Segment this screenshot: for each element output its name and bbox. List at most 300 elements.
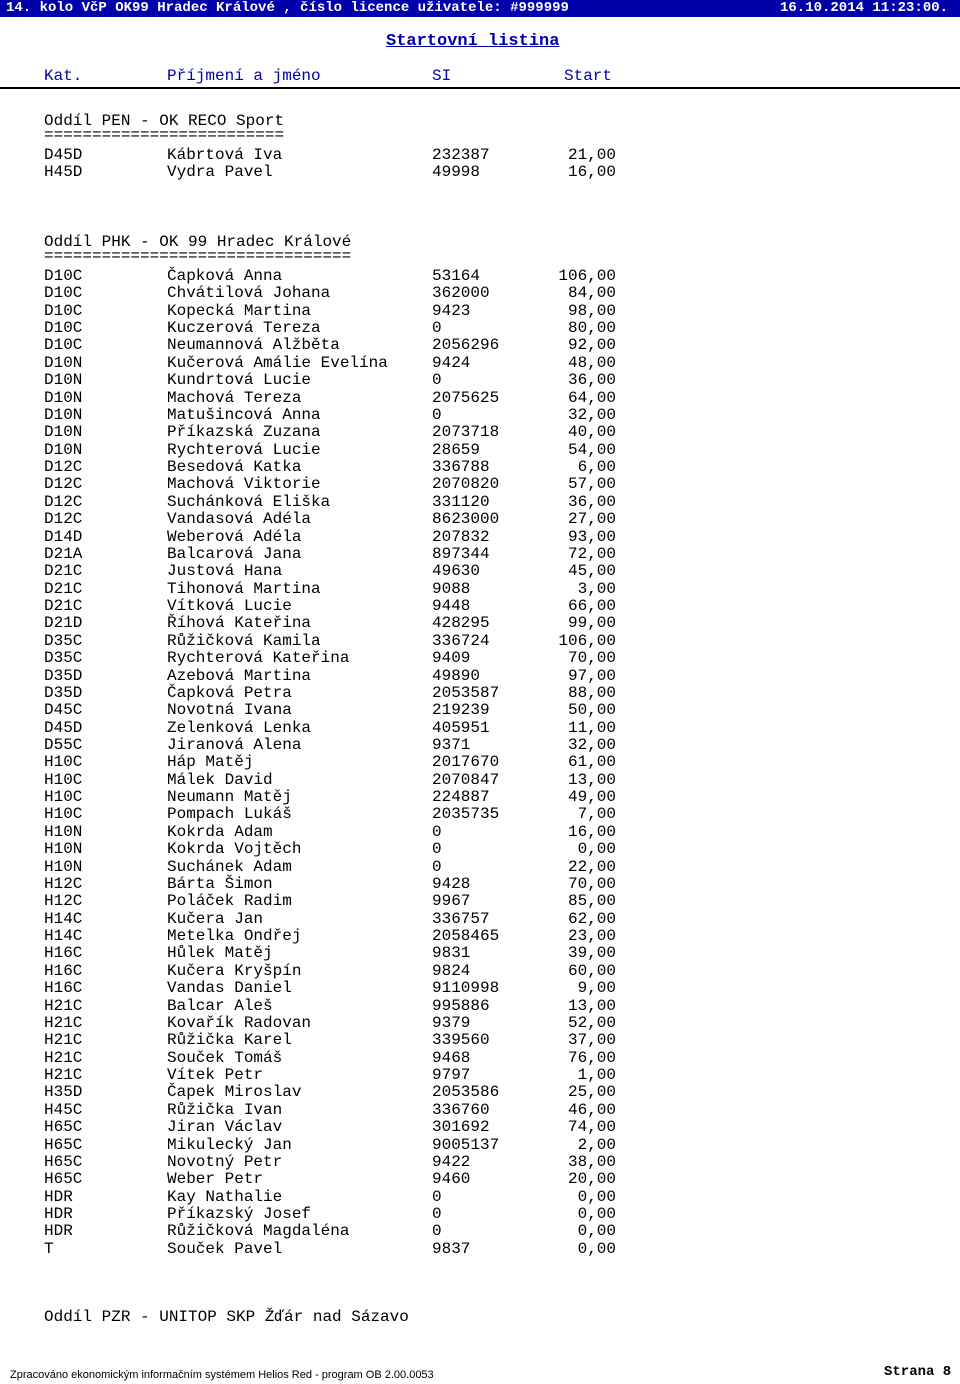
column-si: SI — [432, 67, 452, 85]
table-row — [0, 1240, 960, 1258]
entry-category: D35C — [44, 631, 83, 650]
entry-si-number: 405951 — [432, 718, 490, 737]
print-datetime: 16.10.2014 11:23:00. — [780, 0, 949, 16]
entry-si-number: 9005137 — [432, 1135, 500, 1154]
table-row — [0, 910, 960, 928]
entry-name: Suchánková Eliška — [167, 492, 331, 511]
page-title: Startovní listina — [386, 32, 560, 51]
entry-start-time: 6,00 — [577, 458, 616, 477]
entry-start-time: 20,00 — [567, 1170, 616, 1189]
entry-category: HDR — [44, 1222, 73, 1241]
entry-category: H10N — [44, 840, 83, 859]
entry-category: D21A — [44, 544, 83, 563]
entry-si-number: 0 — [432, 1187, 442, 1206]
table-row — [0, 719, 960, 737]
entry-start-time: 32,00 — [567, 735, 616, 754]
table-row — [0, 1188, 960, 1206]
entry-si-number: 9422 — [432, 1152, 471, 1171]
table-row — [0, 1031, 960, 1049]
entry-start-time: 38,00 — [567, 1152, 616, 1171]
entry-category: H12C — [44, 892, 83, 911]
entry-start-time: 64,00 — [567, 388, 616, 407]
entry-name: Čapková Anna — [167, 267, 283, 285]
entry-si-number: 362000 — [432, 284, 490, 303]
entry-start-time: 106,00 — [558, 631, 616, 650]
entry-si-number: 331120 — [432, 492, 490, 511]
entry-si-number: 28659 — [432, 440, 481, 459]
table-row — [0, 163, 960, 181]
entry-category: H16C — [44, 961, 83, 980]
entry-category: D10N — [44, 353, 83, 372]
entry-si-number: 0 — [432, 1222, 442, 1241]
table-row — [0, 823, 960, 841]
club-heading: Oddíl PZR - UNITOP SKP Žďár nad Sázavo — [44, 1308, 409, 1326]
entry-name: Novotná Ivana — [167, 701, 292, 720]
entry-start-time: 97,00 — [567, 666, 616, 685]
entry-category: D55C — [44, 735, 83, 754]
table-row — [0, 1083, 960, 1101]
entry-name: Čapková Petra — [167, 683, 292, 702]
entry-category: HDR — [44, 1204, 73, 1223]
entry-si-number: 0 — [432, 1204, 442, 1223]
table-row — [0, 406, 960, 424]
entry-si-number: 232387 — [432, 146, 490, 164]
entry-si-number: 49630 — [432, 562, 481, 581]
table-row — [0, 771, 960, 789]
entry-category: H35D — [44, 1083, 83, 1102]
entry-start-time: 72,00 — [567, 544, 616, 563]
entry-si-number: 2053587 — [432, 683, 500, 702]
entry-category: D10N — [44, 371, 83, 390]
entry-si-number: 53164 — [432, 267, 481, 285]
entry-name: Jiran Václav — [167, 1118, 283, 1137]
entry-category: D35D — [44, 683, 83, 702]
entry-name: Mikulecký Jan — [167, 1135, 292, 1154]
table-row — [0, 684, 960, 702]
entry-name: Málek David — [167, 770, 273, 789]
table-row — [0, 736, 960, 754]
entry-si-number: 2058465 — [432, 927, 500, 946]
entry-start-time: 61,00 — [567, 753, 616, 772]
table-row — [0, 528, 960, 546]
table-row — [0, 354, 960, 372]
entry-name: Kopecká Martina — [167, 301, 312, 320]
table-row — [0, 319, 960, 337]
entry-category: H10N — [44, 822, 83, 841]
entry-name: Balcarová Jana — [167, 544, 302, 563]
entry-start-time: 60,00 — [567, 961, 616, 980]
entry-name: Kay Nathalie — [167, 1187, 283, 1206]
entry-start-time: 92,00 — [567, 336, 616, 355]
entry-category: H16C — [44, 979, 83, 998]
entry-start-time: 21,00 — [567, 146, 616, 164]
entry-name: Kundrtová Lucie — [167, 371, 312, 390]
entry-start-time: 0,00 — [577, 1204, 616, 1223]
entry-start-time: 39,00 — [567, 944, 616, 963]
entry-si-number: 9424 — [432, 353, 471, 372]
entry-start-time: 9,00 — [577, 979, 616, 998]
table-row — [0, 962, 960, 980]
entry-category: H16C — [44, 944, 83, 963]
entry-si-number: 9460 — [432, 1170, 471, 1189]
entry-category: D12C — [44, 458, 83, 477]
entry-category: D10C — [44, 319, 83, 338]
entry-name: Souček Tomáš — [167, 1048, 283, 1067]
table-row — [0, 1153, 960, 1171]
club-heading-underline: ================================ — [44, 247, 352, 265]
entry-start-time: 93,00 — [567, 527, 616, 546]
entry-start-time: 36,00 — [567, 492, 616, 511]
entry-si-number: 9088 — [432, 579, 471, 598]
entry-name: Pompach Lukáš — [167, 805, 292, 824]
table-row — [0, 649, 960, 667]
entry-start-time: 0,00 — [577, 1239, 616, 1258]
entry-si-number: 995886 — [432, 996, 490, 1015]
entry-name: Weber Petr — [167, 1170, 264, 1189]
entry-category: HDR — [44, 1187, 73, 1206]
entry-si-number: 2070820 — [432, 475, 500, 494]
entry-start-time: 70,00 — [567, 649, 616, 668]
entry-si-number: 336788 — [432, 458, 490, 477]
table-row — [0, 753, 960, 771]
entry-name: Suchánek Adam — [167, 857, 292, 876]
entry-si-number: 49998 — [432, 163, 481, 182]
entry-name: Čapek Miroslav — [167, 1083, 302, 1102]
entry-name: Jiranová Alena — [167, 735, 302, 754]
entry-start-time: 0,00 — [577, 1187, 616, 1206]
entry-category: H10N — [44, 857, 83, 876]
report-header-bar — [0, 0, 960, 17]
entry-category: D45D — [44, 146, 83, 164]
entry-si-number: 339560 — [432, 1031, 490, 1050]
table-row — [0, 1049, 960, 1067]
entry-category: D12C — [44, 510, 83, 529]
entry-si-number: 2017670 — [432, 753, 500, 772]
entry-si-number: 49890 — [432, 666, 481, 685]
entry-name: Souček Pavel — [167, 1239, 283, 1258]
entry-name: Vandas Daniel — [167, 979, 292, 998]
club-heading-underline: ========================= — [44, 126, 285, 144]
entry-start-time: 74,00 — [567, 1118, 616, 1137]
entry-category: T — [44, 1239, 54, 1258]
table-row — [0, 284, 960, 302]
table-row — [0, 997, 960, 1015]
table-row — [0, 1118, 960, 1136]
entry-category: H14C — [44, 909, 83, 928]
club-heading: Oddíl PHK - OK 99 Hradec Králové — [44, 233, 352, 251]
entry-si-number: 0 — [432, 822, 442, 841]
table-row — [0, 267, 960, 285]
entry-category: D10N — [44, 423, 83, 442]
entry-start-time: 57,00 — [567, 475, 616, 494]
entry-category: H21C — [44, 1013, 83, 1032]
entry-name: Kučera Jan — [167, 909, 264, 928]
entry-si-number: 2070847 — [432, 770, 500, 789]
entry-name: Machová Tereza — [167, 388, 302, 407]
entry-start-time: 23,00 — [567, 927, 616, 946]
entry-name: Růžičková Magdaléna — [167, 1222, 350, 1241]
table-row — [0, 302, 960, 320]
entry-start-time: 0,00 — [577, 840, 616, 859]
entry-si-number: 9831 — [432, 944, 471, 963]
entry-start-time: 46,00 — [567, 1100, 616, 1119]
entry-start-time: 13,00 — [567, 996, 616, 1015]
column-header — [0, 65, 960, 89]
table-row — [0, 667, 960, 685]
entry-si-number: 2035735 — [432, 805, 500, 824]
entry-name: Vítková Lucie — [167, 597, 292, 616]
entry-start-time: 0,00 — [577, 1222, 616, 1241]
table-row — [0, 597, 960, 615]
entry-start-time: 66,00 — [567, 597, 616, 616]
entry-si-number: 336760 — [432, 1100, 490, 1119]
table-row — [0, 475, 960, 493]
entry-si-number: 9448 — [432, 597, 471, 616]
entry-name: Růžičková Kamila — [167, 631, 321, 650]
entry-si-number: 2073718 — [432, 423, 500, 442]
entry-start-time: 70,00 — [567, 874, 616, 893]
entry-start-time: 22,00 — [567, 857, 616, 876]
event-info: 14. kolo VčP OK99 Hradec Králové , číslo licence uživatele: #999999 — [6, 0, 569, 16]
entry-start-time: 88,00 — [567, 683, 616, 702]
entry-start-time: 3,00 — [577, 579, 616, 598]
table-row — [0, 580, 960, 598]
entry-category: H65C — [44, 1135, 83, 1154]
entry-si-number: 8623000 — [432, 510, 500, 529]
entry-category: D35C — [44, 649, 83, 668]
table-row — [0, 336, 960, 354]
entry-start-time: 45,00 — [567, 562, 616, 581]
entry-category: D10C — [44, 267, 83, 285]
entry-name: Rychterová Lucie — [167, 440, 321, 459]
table-row — [0, 979, 960, 997]
entry-name: Růžička Karel — [167, 1031, 292, 1050]
entry-category: D10C — [44, 284, 83, 303]
entry-category: H21C — [44, 1031, 83, 1050]
entry-start-time: 1,00 — [577, 1066, 616, 1085]
table-row — [0, 389, 960, 407]
page-number: Strana 8 — [884, 1364, 952, 1380]
entry-category: H12C — [44, 874, 83, 893]
entry-name: Zelenková Lenka — [167, 718, 312, 737]
entry-si-number: 219239 — [432, 701, 490, 720]
entry-name: Besedová Katka — [167, 458, 302, 477]
entry-name: Balcar Aleš — [167, 996, 273, 1015]
entry-si-number: 336757 — [432, 909, 490, 928]
entry-category: D21C — [44, 562, 83, 581]
entry-category: H65C — [44, 1152, 83, 1171]
table-row — [0, 632, 960, 650]
entry-category: D12C — [44, 475, 83, 494]
entry-si-number: 2075625 — [432, 388, 500, 407]
entry-category: H45C — [44, 1100, 83, 1119]
table-row — [0, 1136, 960, 1154]
entry-start-time: 27,00 — [567, 510, 616, 529]
entry-si-number: 2056296 — [432, 336, 500, 355]
entry-name: Tihonová Martina — [167, 579, 321, 598]
entry-name: Háp Matěj — [167, 753, 254, 772]
entry-name: Bárta Šimon — [167, 874, 273, 893]
entry-start-time: 25,00 — [567, 1083, 616, 1102]
entry-start-time: 7,00 — [577, 805, 616, 824]
footer-system-note: Zpracováno ekonomickým informačním systémem Helios Red - program OB 2.00.0053 — [10, 1369, 434, 1381]
entry-si-number: 9967 — [432, 892, 471, 911]
entry-category: D10N — [44, 440, 83, 459]
entry-start-time: 49,00 — [567, 788, 616, 807]
entry-category: D10N — [44, 405, 83, 424]
entry-category: D21C — [44, 579, 83, 598]
table-row — [0, 614, 960, 632]
entry-si-number: 0 — [432, 371, 442, 390]
column-name: Příjmení a jméno — [167, 67, 321, 85]
table-row — [0, 1066, 960, 1084]
entry-name: Weberová Adéla — [167, 527, 302, 546]
entry-si-number: 0 — [432, 840, 442, 859]
entry-category: D21D — [44, 614, 83, 633]
entry-category: H10C — [44, 753, 83, 772]
table-row — [0, 805, 960, 823]
entry-start-time: 84,00 — [567, 284, 616, 303]
entry-name: Kučera Kryšpín — [167, 961, 302, 980]
entry-category: H21C — [44, 996, 83, 1015]
entry-name: Říhová Kateřina — [167, 614, 312, 633]
table-row — [0, 441, 960, 459]
table-row — [0, 858, 960, 876]
entry-start-time: 76,00 — [567, 1048, 616, 1067]
table-row — [0, 371, 960, 389]
entry-start-time: 37,00 — [567, 1031, 616, 1050]
entry-name: Machová Viktorie — [167, 475, 321, 494]
entry-si-number: 897344 — [432, 544, 490, 563]
entry-start-time: 40,00 — [567, 423, 616, 442]
entry-category: D45C — [44, 701, 83, 720]
entry-start-time: 16,00 — [567, 163, 616, 182]
entry-name: Rychterová Kateřina — [167, 649, 350, 668]
entry-category: H21C — [44, 1048, 83, 1067]
entry-category: D45D — [44, 718, 83, 737]
entry-start-time: 48,00 — [567, 353, 616, 372]
entry-start-time: 52,00 — [567, 1013, 616, 1032]
table-row — [0, 146, 960, 164]
table-row — [0, 701, 960, 719]
entry-category: H65C — [44, 1170, 83, 1189]
entry-name: Neumann Matěj — [167, 788, 292, 807]
entry-name: Vandasová Adéla — [167, 510, 312, 529]
table-row — [0, 1014, 960, 1032]
entry-category: D10C — [44, 301, 83, 320]
entry-category: H65C — [44, 1118, 83, 1137]
entry-name: Kokrda Vojtěch — [167, 840, 302, 859]
entry-name: Chvátilová Johana — [167, 284, 331, 303]
entry-category: H21C — [44, 1066, 83, 1085]
entry-si-number: 0 — [432, 319, 442, 338]
entry-name: Neumannová Alžběta — [167, 336, 340, 355]
entry-start-time: 50,00 — [567, 701, 616, 720]
entry-si-number: 9837 — [432, 1239, 471, 1258]
entry-category: D14D — [44, 527, 83, 546]
entry-start-time: 85,00 — [567, 892, 616, 911]
entry-name: Justová Hana — [167, 562, 283, 581]
club-heading: Oddíl PEN - OK RECO Sport — [44, 112, 285, 130]
entry-category: D21C — [44, 597, 83, 616]
entry-start-time: 80,00 — [567, 319, 616, 338]
entry-name: Vítek Petr — [167, 1066, 264, 1085]
entry-category: D35D — [44, 666, 83, 685]
table-row — [0, 892, 960, 910]
entry-category: D10N — [44, 388, 83, 407]
entry-name: Kokrda Adam — [167, 822, 273, 841]
entry-si-number: 224887 — [432, 788, 490, 807]
entry-category: H14C — [44, 927, 83, 946]
entry-name: Kovařík Radovan — [167, 1013, 312, 1032]
entry-start-time: 11,00 — [567, 718, 616, 737]
table-row — [0, 840, 960, 858]
table-row — [0, 944, 960, 962]
entry-name: Novotný Petr — [167, 1152, 283, 1171]
entry-si-number: 301692 — [432, 1118, 490, 1137]
table-row — [0, 510, 960, 528]
entry-category: H10C — [44, 788, 83, 807]
table-row — [0, 493, 960, 511]
entry-start-time: 16,00 — [567, 822, 616, 841]
entry-start-time: 32,00 — [567, 405, 616, 424]
entry-start-time: 54,00 — [567, 440, 616, 459]
entry-si-number: 9409 — [432, 649, 471, 668]
entry-name: Azebová Martina — [167, 666, 312, 685]
entry-si-number: 9371 — [432, 735, 471, 754]
entry-start-time: 106,00 — [558, 267, 616, 285]
entry-si-number: 207832 — [432, 527, 490, 546]
entry-name: Kučerová Amálie Evelína — [167, 353, 388, 372]
entry-si-number: 9423 — [432, 301, 471, 320]
table-row — [0, 423, 960, 441]
entry-start-time: 98,00 — [567, 301, 616, 320]
table-row — [0, 788, 960, 806]
table-row — [0, 1170, 960, 1188]
table-row — [0, 927, 960, 945]
entry-start-time: 62,00 — [567, 909, 616, 928]
table-row — [0, 562, 960, 580]
entry-si-number: 9110998 — [432, 979, 500, 998]
entry-name: Vydra Pavel — [167, 163, 273, 182]
entry-start-time: 36,00 — [567, 371, 616, 390]
entry-si-number: 0 — [432, 405, 442, 424]
entry-si-number: 9428 — [432, 874, 471, 893]
entry-name: Kábrtová Iva — [167, 146, 283, 164]
entry-name: Poláček Radim — [167, 892, 292, 911]
entry-category: D10C — [44, 336, 83, 355]
entry-si-number: 9797 — [432, 1066, 471, 1085]
entry-category: H45D — [44, 163, 83, 182]
entry-si-number: 9468 — [432, 1048, 471, 1067]
entry-si-number: 428295 — [432, 614, 490, 633]
entry-si-number: 9379 — [432, 1013, 471, 1032]
entry-name: Matušincová Anna — [167, 405, 321, 424]
entry-name: Růžička Ivan — [167, 1100, 283, 1119]
table-row — [0, 1222, 960, 1240]
table-row — [0, 545, 960, 563]
entry-name: Kuczerová Tereza — [167, 319, 321, 338]
entry-category: H10C — [44, 805, 83, 824]
entry-category: D12C — [44, 492, 83, 511]
table-row — [0, 1101, 960, 1119]
entry-start-time: 13,00 — [567, 770, 616, 789]
entry-name: Metelka Ondřej — [167, 927, 302, 946]
entry-start-time: 99,00 — [567, 614, 616, 633]
entry-name: Příkazský Josef — [167, 1204, 312, 1223]
entry-name: Hůlek Matěj — [167, 944, 273, 963]
entry-name: Příkazská Zuzana — [167, 423, 321, 442]
